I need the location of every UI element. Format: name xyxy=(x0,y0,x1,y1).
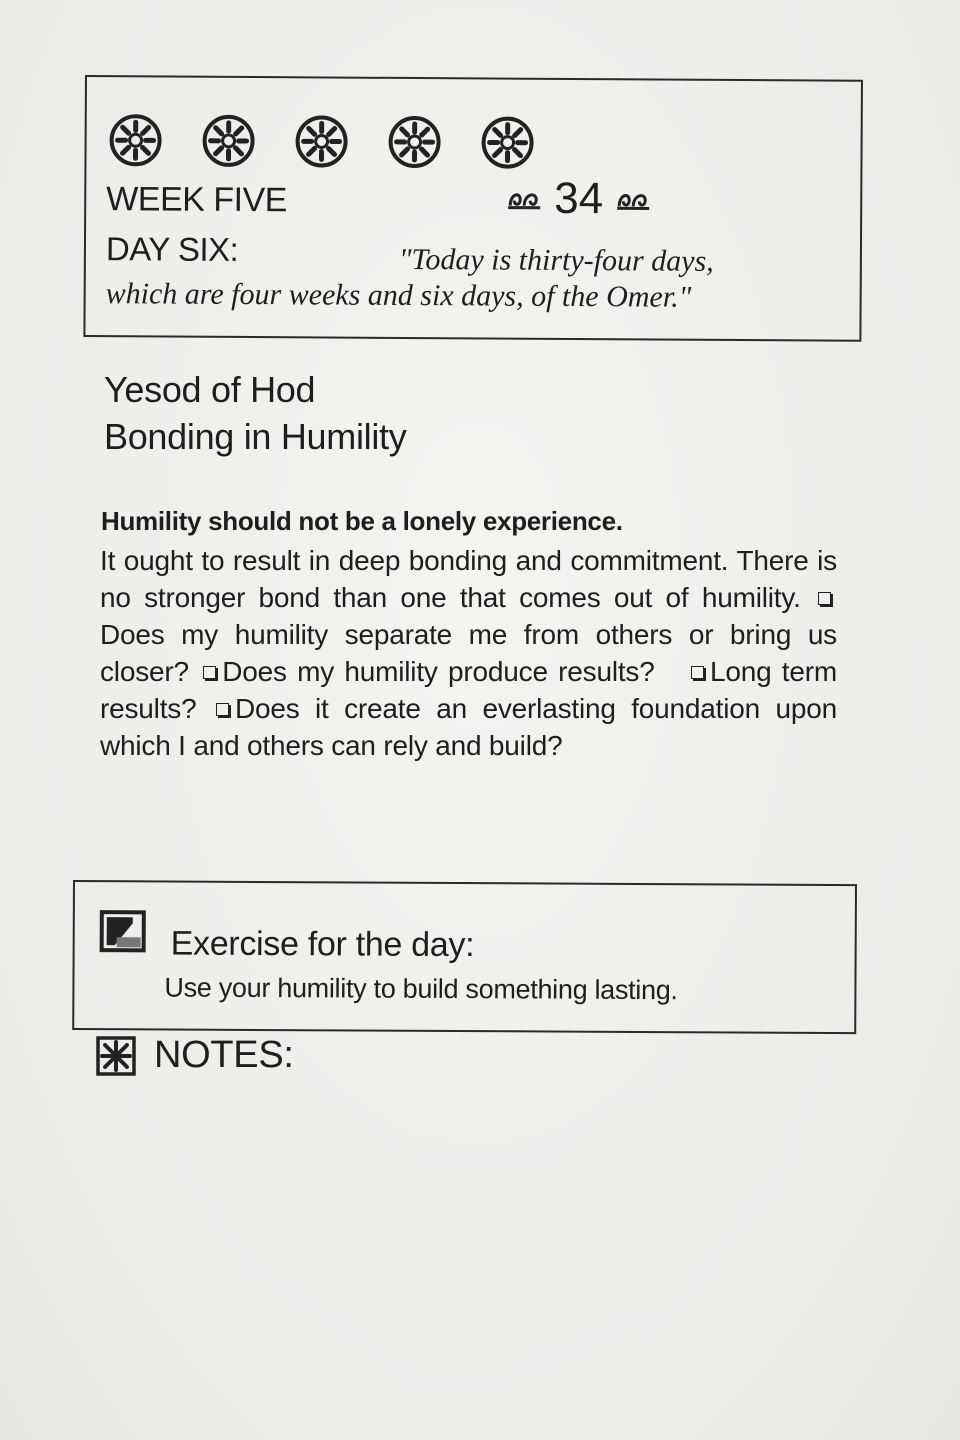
notes-section xyxy=(96,1034,294,1077)
day-title xyxy=(104,366,406,460)
day-number: 34 xyxy=(554,173,604,224)
ornament-icon xyxy=(506,186,542,212)
week-label: WEEK FIVE xyxy=(106,180,287,220)
question-1: Does my humility separate me from others or bring us closer? xyxy=(100,619,837,687)
question-2: Does my humility produce results? xyxy=(222,656,655,687)
wheel-icon xyxy=(108,113,162,167)
question-4: Does it create an everlasting foundation upon which I and others can rely and build? xyxy=(100,693,837,761)
ornament-icon xyxy=(615,186,651,212)
day-label: DAY SIX: xyxy=(105,230,239,268)
omer-count-box xyxy=(83,75,863,342)
checkbox-icon xyxy=(818,592,831,605)
wheel-icon xyxy=(201,114,255,168)
body-paragraph: It ought to result in deep bonding and commitment. There is no stronger bond than one that comes out of humility. xyxy=(100,545,837,613)
checkbox-icon xyxy=(203,666,216,679)
checkmark-box-icon xyxy=(99,909,147,953)
omer-count-line-2: which are four weeks and six days, of the Omer." xyxy=(105,277,692,314)
wheel-icon xyxy=(387,115,441,169)
body-lead: Humility should not be a lonely experience. xyxy=(101,506,623,536)
question-3: Long term results? xyxy=(100,656,837,724)
title-sefirah: Yesod of Hod xyxy=(104,369,316,410)
checkbox-icon xyxy=(216,703,229,716)
exercise-title: Exercise for the day: xyxy=(170,924,475,965)
body-text xyxy=(100,542,837,764)
title-theme: Bonding in Humility xyxy=(104,416,407,457)
day-number-group xyxy=(506,173,651,224)
wheel-icon xyxy=(480,115,534,169)
wheel-icon xyxy=(294,114,348,168)
exercise-text: Use your humility to build something lasting. xyxy=(164,972,678,1006)
checkbox-icon xyxy=(691,666,704,679)
omer-count-line-1: "Today is thirty-four days, xyxy=(398,242,714,278)
exercise-box xyxy=(72,880,857,1034)
asterisk-box-icon xyxy=(96,1036,136,1076)
week-wheels xyxy=(108,113,534,170)
notes-label: NOTES: xyxy=(154,1034,294,1076)
